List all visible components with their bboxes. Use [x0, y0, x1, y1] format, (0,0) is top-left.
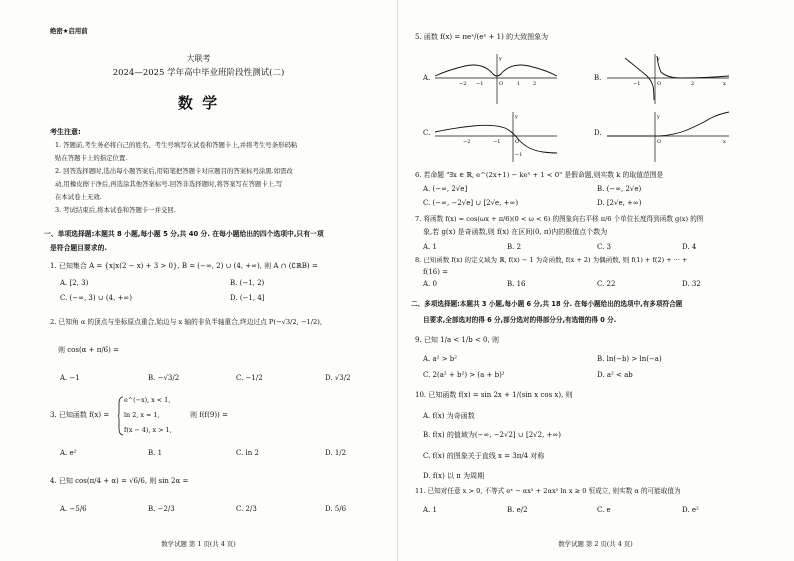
notice-line: 动,用橡皮擦干净后,再选涂其他答案标号.回答非选择题时,将答案写在答题卡上.写: [55, 180, 283, 188]
q10-option-d: D. f(x) 以 π 为周期: [423, 472, 485, 480]
exam-title: 2024—2025 学年高中毕业班阶段性测试(二): [112, 68, 285, 78]
axis-label-y: y: [657, 114, 660, 120]
q3-option-a: A. e²: [60, 449, 77, 457]
subject-title: 数 学: [177, 94, 220, 112]
axis-label-y: y: [515, 114, 518, 120]
notice-line: 在本试卷上无效.: [55, 193, 102, 201]
q9-option-b: B. ln(−b) > ln(−a): [597, 355, 662, 363]
axis-label-y: y: [499, 56, 502, 62]
q3-case-1: e^(−x), x < 1,: [124, 396, 171, 404]
axis-label-x: x: [723, 81, 726, 87]
notice-line: 1. 答题前,考生务必将自己的姓名、考生号填写在试卷和答题卡上,并将考生号条形码粘: [55, 141, 298, 149]
q8-option-a: A. 0: [423, 280, 437, 288]
notice-line: 3. 考试结束后,将本试卷和答题卡一并交回.: [55, 206, 176, 214]
q6-option-a: A. (−∞, 2√e]: [423, 185, 468, 193]
exam-org: 大联考: [186, 54, 211, 63]
q9-option-a: A. a² > b²: [423, 355, 458, 363]
q5-option-a: A.: [423, 74, 431, 82]
q1-option-c: C. (−∞, 3) ∪ (4, +∞): [60, 294, 132, 302]
q5-option-c: C.: [423, 129, 431, 137]
q5-option-d: D.: [594, 129, 602, 137]
q8-option-d: D. 32: [682, 280, 701, 288]
q5-graph-a: [433, 52, 561, 106]
q9-stem: 9. 已知 1/a < 1/b < 0, 则: [415, 336, 499, 344]
q11-option-b: B. e/2: [507, 506, 528, 514]
q3-stem: 3. 已知函数 f(x) =: [50, 411, 110, 419]
q4-option-c: C. 2/3: [236, 505, 257, 513]
q6-option-c: C. (−∞, −2√e] ∪ [2√e, +∞): [423, 199, 519, 207]
q3-option-c: C. ln 2: [236, 449, 259, 457]
section2-heading: 二、多项选择题:本题共 3 小题,每小题 6 分,共 18 分. 在每小题给出的选项中,有多项符合题: [411, 300, 683, 308]
q8-stem-cont: f(16) =: [423, 268, 449, 276]
q6-option-b: B. (−∞, 2√e): [597, 185, 642, 193]
q8-option-c: C. 22: [597, 280, 616, 288]
tick-label: −1: [493, 139, 501, 145]
notice-heading: 考生注意:: [50, 128, 81, 136]
q5-graph-c: [433, 110, 561, 164]
tick-label: −1: [633, 81, 641, 87]
q3-option-d: D. 1/2: [325, 449, 347, 457]
q3-case-3: f(x − 4), x > 1,: [124, 426, 172, 434]
q2-option-d: D. √3/2: [325, 374, 351, 382]
q1-option-a: A. [2, 3): [60, 279, 89, 287]
q3-tail: 则 f(f(9)) =: [190, 411, 228, 419]
origin-label: O: [657, 139, 662, 145]
q3-case-2: ln 2, x = 1,: [124, 411, 160, 419]
q4-stem: 4. 已知 cos(π/4 + α) = √6/6, 则 sin 2α =: [50, 477, 189, 485]
q6-stem: 6. 若命题 "∃x ∈ ℝ, e^(2x+1) − keˣ + 1 < 0" 是假命题,则实数 k 的取值范围是: [415, 171, 664, 179]
q4-option-d: D. 5/6: [325, 505, 347, 513]
q4-option-b: B. −2/3: [148, 505, 175, 513]
q11-option-c: C. e: [597, 506, 611, 514]
notice-line: 贴在答题卡上的指定位置.: [55, 154, 128, 162]
q5-graph-b: [605, 52, 733, 106]
q10-option-b: B. f(x) 的值域为(−∞, −2√2] ∪ [2√2, +∞): [423, 431, 561, 439]
q9-option-d: D. a² < ab: [597, 371, 633, 379]
q10-option-c: C. f(x) 的图象关于直线 x = 3π/4 对称: [423, 452, 545, 460]
tick-label: 2: [533, 81, 537, 87]
section1-heading-cont: 是符合题目要求的.: [50, 244, 107, 252]
axis-label-x: x: [723, 139, 726, 145]
tick-label: 2: [691, 81, 695, 87]
q2-option-b: B. −√3/2: [148, 374, 180, 382]
tick-label: 1: [517, 81, 521, 87]
q2-stem: 2. 已知角 α 的顶点与坐标原点重合,始边与 x 轴的非负半轴重合,终边过点 P(−√3/2, −1/2),: [50, 318, 323, 326]
q8-option-b: B. 16: [507, 280, 526, 288]
footer-right: 数学试题 第 2 页(共 4 页): [558, 540, 633, 548]
q11-option-a: A. 1: [423, 506, 437, 514]
q5-graph-d: [605, 110, 733, 164]
tick-label: −1: [476, 81, 484, 87]
q5-stem: 5. 函数 f(x) = πeˣ/(eˣ + 1) 的大致图象为: [415, 33, 549, 41]
q11-option-d: D. e²: [682, 506, 699, 514]
q2-option-c: C. −1/2: [236, 374, 263, 382]
secret-label: 绝密★启用前: [50, 27, 88, 35]
tick-label: −2: [463, 139, 471, 145]
origin-label: O: [515, 139, 520, 145]
q4-option-a: A. −5/6: [60, 505, 87, 513]
q7-stem-cont: 象,若 g(x) 是奇函数,则 f(x) 在区间(0, π)内的极值点个数为: [423, 228, 608, 236]
q8-stem: 8. 已知函数 f(x) 的定义域为 ℝ, f(x) − 1 为奇函数, f(x + 2) 为偶函数, 则 f(1) + f(2) + ··· +: [415, 256, 688, 264]
tick-label: −1: [515, 152, 523, 158]
q7-option-d: D. 4: [682, 243, 697, 251]
q7-option-a: A. 1: [423, 243, 437, 251]
q7-stem: 7. 将函数 f(x) = cos(ωx + π/6)(0 < ω < 6) 的图象向右平移 π/6 个单位长度得到函数 g(x) 的图: [415, 215, 704, 223]
page-right: [397, 0, 794, 561]
q2-option-a: A. −1: [60, 374, 80, 382]
axis-label-y: y: [657, 56, 660, 62]
q1-option-b: B. (−1, 2): [230, 279, 265, 287]
notice-line: 2. 回答选择题时,选出每小题答案后,用铅笔把答题卡对应题目的答案标号涂黑.如需改: [55, 167, 293, 175]
q3-option-b: B. 1: [148, 449, 163, 457]
q1-option-d: D. (−1, 4]: [230, 294, 265, 302]
section1-heading: 一、单项选择题:本题共 8 小题,每小题 5 分,共 40 分. 在每小题给出的四个选项中,只有一项: [44, 230, 324, 238]
q5-option-b: B.: [594, 74, 602, 82]
origin-label: O: [657, 81, 662, 87]
tick-label: −2: [459, 81, 467, 87]
q7-option-c: C. 3: [597, 243, 612, 251]
q10-option-a: A. f(x) 为奇函数: [423, 412, 475, 420]
q2-stem-cont: 则 cos(α + π/6) =: [58, 346, 119, 354]
q1-stem: 1. 已知集合 A = {x|x(2 − x) + 3 > 0}, B = (−∞, 2) ∪ (4, +∞), 则 A ∩ (∁ℝB) =: [50, 262, 318, 270]
section2-heading-cont: 目要求,全部选对的得 6 分,部分选对的得部分分,有选错的得 0 分.: [423, 316, 617, 324]
q7-option-b: B. 2: [507, 243, 522, 251]
q11-stem: 11. 已知对任意 x > 0, 不等式 eˣ − αx² + 2αx² ln x ≥ 0 恒成立, 则实数 α 的可能取值为: [415, 487, 681, 495]
q9-option-c: C. 2(a² + b²) > (a + b)²: [423, 371, 505, 379]
q6-option-d: D. [2√e, +∞): [597, 199, 642, 207]
footer-left: 数学试题 第 1 页(共 4 页): [161, 540, 236, 548]
q10-stem: 10. 已知函数 f(x) = sin 2x + 1/(sin x cos x), 则: [415, 391, 573, 399]
origin-label: O: [499, 81, 504, 87]
